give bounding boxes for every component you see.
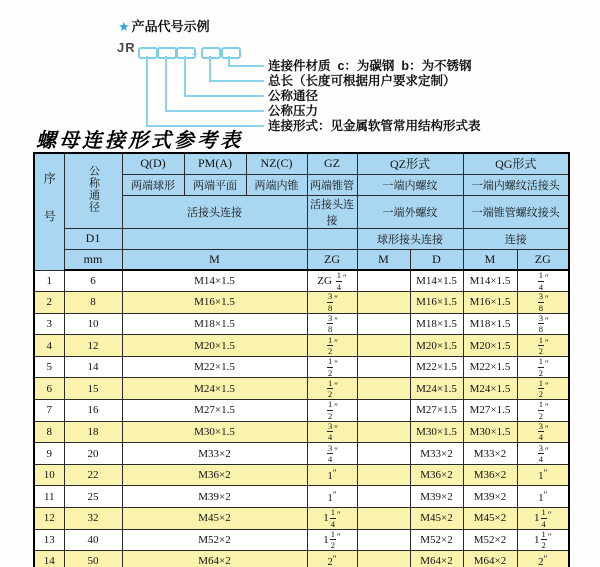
cell-seq: 13: [34, 529, 64, 551]
cell-m: M45×2: [122, 508, 307, 530]
product-code-example-label: 产品代号示例: [131, 19, 210, 34]
header-row-d1: [34, 228, 569, 249]
table-header: [34, 153, 569, 270]
leader-line: [184, 95, 264, 97]
mm-header: mm: [64, 249, 122, 270]
cell-dn: 50: [64, 551, 122, 567]
cell-qz_d: M27×1.5: [410, 400, 463, 422]
header-row-units: [34, 249, 569, 270]
union-conn: 活接头连接: [122, 195, 307, 228]
cell-zg: $\frac{1}{2}$ ″: [307, 356, 357, 378]
code-dash: –: [192, 46, 198, 60]
nz-desc: 两端内锥: [246, 174, 307, 195]
qg-desc2: 一端锥管螺纹接头: [463, 195, 569, 228]
cell-qg_m: M52×2: [463, 529, 517, 551]
cell-m: M22×1.5: [122, 356, 307, 378]
table-row: [34, 464, 569, 486]
cell-qg_m: M24×1.5: [463, 378, 517, 400]
cell-qz_m: [357, 270, 410, 292]
cell-zg: ZG $\frac{1}{4}$ ″: [307, 270, 357, 292]
cell-qg_zg: 2″: [517, 551, 569, 567]
cell-seq: 1: [34, 270, 64, 292]
cell-dn: 10: [64, 313, 122, 335]
cell-zg: $\frac{1}{2}$ ″: [307, 335, 357, 357]
table-row: [34, 551, 569, 567]
cell-qg_zg: $\frac{3}{8}$ ″: [517, 292, 569, 314]
cell-qz_m: [357, 529, 410, 551]
cell-dn: 20: [64, 443, 122, 465]
table-row: [34, 356, 569, 378]
label-nominal-press: 公称压力: [268, 104, 319, 118]
cell-seq: 12: [34, 508, 64, 530]
header-row-codes: [34, 153, 569, 174]
cell-seq: 2: [34, 292, 64, 314]
cell-qg_m: M64×2: [463, 551, 517, 567]
cell-zg: $\frac{3}{4}$ ″: [307, 421, 357, 443]
cell-qg_m: M14×1.5: [463, 270, 517, 292]
zg-col-header: ZG: [307, 249, 357, 270]
cell-qz_m: [357, 400, 410, 422]
label-conn-form: 连接形式：见金属软管常用结构形式表: [268, 119, 481, 133]
product-code-example-title: [118, 16, 210, 35]
cell-dn: 16: [64, 400, 122, 422]
col-qz-header: QZ形式: [357, 153, 463, 174]
cell-seq: 7: [34, 400, 64, 422]
cell-qz_m: [357, 335, 410, 357]
pm-desc: 两端平面: [184, 174, 246, 195]
cell-qg_m: M20×1.5: [463, 335, 517, 357]
cell-qz_d: M36×2: [410, 464, 463, 486]
cell-qz_d: M14×1.5: [410, 270, 463, 292]
cell-m: M39×2: [122, 486, 307, 508]
cell-qg_zg: 1 $\frac{1}{4}$ ″: [517, 508, 569, 530]
table-row: [34, 529, 569, 551]
table-body: [34, 270, 569, 567]
cell-m: M16×1.5: [122, 292, 307, 314]
table-title: 螺母连接形式参考表: [36, 130, 243, 152]
m-col-header: M: [122, 249, 307, 270]
label-material: 连接件材质 c：为碳钢 b：为不锈钢: [268, 59, 472, 73]
cell-dn: 40: [64, 529, 122, 551]
cell-qg_m: M33×2: [463, 443, 517, 465]
cell-dn: 22: [64, 464, 122, 486]
cell-qz_d: M39×2: [410, 486, 463, 508]
cell-dn: 12: [64, 335, 122, 357]
cell-dn: 8: [64, 292, 122, 314]
cell-qg_m: M22×1.5: [463, 356, 517, 378]
cell-qz_d: M30×1.5: [410, 421, 463, 443]
cell-qg_m: M16×1.5: [463, 292, 517, 314]
union-conn-gz: 活接头连接: [307, 195, 357, 228]
table-row: [34, 443, 569, 465]
cell-zg: $\frac{3}{4}$ ″: [307, 443, 357, 465]
col-dn-header: 公称通径: [64, 153, 122, 228]
cell-zg: $\frac{3}{8}$ ″: [307, 292, 357, 314]
cell-qg_zg: $\frac{3}{4}$ ″: [517, 421, 569, 443]
table-row: [34, 292, 569, 314]
cell-seq: 6: [34, 378, 64, 400]
qg-desc1: 一端内螺纹活接头: [463, 174, 569, 195]
cell-m: M30×1.5: [122, 421, 307, 443]
cell-qg_zg: 1″: [517, 486, 569, 508]
cell-m: M52×2: [122, 529, 307, 551]
cell-qz_m: [357, 378, 410, 400]
cell-qg_zg: $\frac{1}{4}$ ″: [517, 270, 569, 292]
cell-qg_m: M30×1.5: [463, 421, 517, 443]
cell-qg_zg: $\frac{1}{2}$ ″: [517, 335, 569, 357]
cell-seq: 10: [34, 464, 64, 486]
table-row: [34, 335, 569, 357]
col-seq-header: 序号: [34, 153, 64, 270]
cell-zg: 1″: [307, 464, 357, 486]
cell-zg: $\frac{3}{8}$ ″: [307, 313, 357, 335]
cell-seq: 4: [34, 335, 64, 357]
leader-line: [209, 80, 264, 82]
cell-qz_m: [357, 443, 410, 465]
cell-qz_m: [357, 508, 410, 530]
cell-qz_d: M24×1.5: [410, 378, 463, 400]
cell-m: M27×1.5: [122, 400, 307, 422]
table-row: [34, 378, 569, 400]
qz-desc1: 一端内螺纹: [357, 174, 463, 195]
cell-seq: 5: [34, 356, 64, 378]
cell-seq: 11: [34, 486, 64, 508]
cell-qg_zg: $\frac{1}{2}$ ″: [517, 356, 569, 378]
leader-line: [165, 56, 167, 112]
table-row: [34, 508, 569, 530]
cell-qz_d: M18×1.5: [410, 313, 463, 335]
cell-qz_m: [357, 486, 410, 508]
ball-conn: 球形接头连接: [357, 228, 463, 249]
qg-zg-col-header: ZG: [517, 249, 569, 270]
cell-m: M36×2: [122, 464, 307, 486]
cell-qg_m: M39×2: [463, 486, 517, 508]
cell-m: M24×1.5: [122, 378, 307, 400]
cell-zg: 1 $\frac{1}{4}$ ″: [307, 508, 357, 530]
cell-qg_m: M36×2: [463, 464, 517, 486]
table-row: [34, 486, 569, 508]
cell-zg: 1″: [307, 486, 357, 508]
empty-cell: [122, 228, 307, 249]
cell-dn: 18: [64, 421, 122, 443]
col-gz-header: GZ: [307, 153, 357, 174]
cell-dn: 25: [64, 486, 122, 508]
cell-qz_m: [357, 313, 410, 335]
cell-qz_m: [357, 551, 410, 567]
qz-m-col-header: M: [357, 249, 410, 270]
q-desc: 两端球形: [122, 174, 184, 195]
table-row: [34, 421, 569, 443]
cell-qg_m: M18×1.5: [463, 313, 517, 335]
table-row: [34, 313, 569, 335]
cell-zg: 1 $\frac{1}{2}$ ″: [307, 529, 357, 551]
gz-desc: 两端锥管: [307, 174, 357, 195]
cell-qg_zg: 1″: [517, 464, 569, 486]
cell-m: M14×1.5: [122, 270, 307, 292]
d1-header: D1: [64, 228, 122, 249]
cell-zg: 2″: [307, 551, 357, 567]
cell-qg_zg: $\frac{3}{4}$ ″: [517, 443, 569, 465]
cell-qz_m: [357, 464, 410, 486]
cell-dn: 6: [64, 270, 122, 292]
qg-m-col-header: M: [463, 249, 517, 270]
table-row: [34, 400, 569, 422]
cell-m: M33×2: [122, 443, 307, 465]
cell-seq: 9: [34, 443, 64, 465]
leader-line: [209, 56, 211, 82]
cell-m: M18×1.5: [122, 313, 307, 335]
cell-seq: 8: [34, 421, 64, 443]
qz-d-col-header: D: [410, 249, 463, 270]
cell-qz_d: M20×1.5: [410, 335, 463, 357]
cell-dn: 14: [64, 356, 122, 378]
star-icon: ★: [118, 19, 130, 34]
col-qg-header: QG形式: [463, 153, 569, 174]
empty-cell: [307, 228, 357, 249]
cell-qg_zg: $\frac{1}{2}$ ″: [517, 400, 569, 422]
code-box-1: [138, 47, 158, 59]
col-q-header: Q(D): [122, 153, 184, 174]
cell-zg: $\frac{1}{2}$ ″: [307, 378, 357, 400]
nut-connection-table: [33, 152, 570, 567]
cell-qz_m: [357, 356, 410, 378]
cell-qg_zg: $\frac{3}{8}$ ″: [517, 313, 569, 335]
cell-qz_d: M16×1.5: [410, 292, 463, 314]
conn: 连接: [463, 228, 569, 249]
table-row: [34, 270, 569, 292]
cell-qg_zg: $\frac{1}{2}$ ″: [517, 378, 569, 400]
cell-dn: 15: [64, 378, 122, 400]
cell-seq: 14: [34, 551, 64, 567]
cell-qz_d: M64×2: [410, 551, 463, 567]
cell-qz_m: [357, 292, 410, 314]
cell-m: M64×2: [122, 551, 307, 567]
col-pm-header: PM(A): [184, 153, 246, 174]
code-box-2: [157, 47, 177, 59]
leader-line: [165, 110, 264, 112]
cell-zg: $\frac{1}{2}$ ″: [307, 400, 357, 422]
cell-qz_d: M45×2: [410, 508, 463, 530]
code-box-5: [221, 47, 241, 59]
leader-line: [228, 65, 264, 67]
label-total-length: 总长（长度可根据用户要求定制）: [268, 74, 456, 88]
cell-dn: 32: [64, 508, 122, 530]
cell-qz_d: M33×2: [410, 443, 463, 465]
leader-line: [184, 56, 186, 97]
cell-m: M20×1.5: [122, 335, 307, 357]
leader-line: [146, 56, 148, 127]
cell-qz_d: M22×1.5: [410, 356, 463, 378]
label-nominal-dia: 公称通径: [268, 89, 319, 103]
cell-seq: 3: [34, 313, 64, 335]
cell-qg_zg: 1 $\frac{1}{2}$ ″: [517, 529, 569, 551]
cell-qz_m: [357, 421, 410, 443]
code-box-4: [201, 47, 221, 59]
code-prefix: JR: [117, 40, 136, 55]
cell-qg_m: M27×1.5: [463, 400, 517, 422]
cell-qz_d: M52×2: [410, 529, 463, 551]
col-nz-header: NZ(C): [246, 153, 307, 174]
qz-desc2: 一端外螺纹: [357, 195, 463, 228]
cell-qg_m: M45×2: [463, 508, 517, 530]
